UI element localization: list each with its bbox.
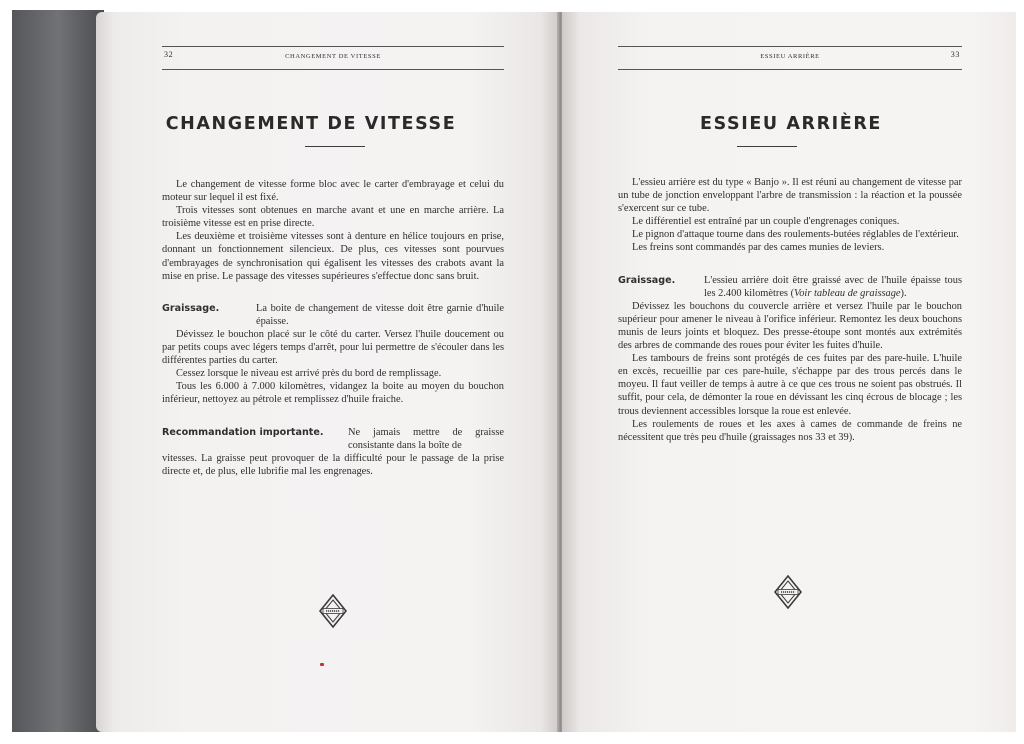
graissage-intro	[704, 274, 962, 300]
graissage-intro: La boite de changement de vitesse doit être garnie d'huile épaisse.	[256, 302, 504, 327]
paragraph: Le différentiel est entraîné par un couple d'engrenages coniques.	[632, 216, 900, 228]
recommandation-section	[162, 426, 504, 452]
scan-margin	[0, 0, 98, 744]
paragraph: Les deuxième et troisième vitesses sont à denture en hélice toujours en prise, donnant un fonctionnement silencieux. De plus, ces vitesses sont pourvues d'embrayages de synchronisation qui égalisent les vitesses des crabots avant la mise en prise. Le passage des vitesses supérieures s'effectue donc sans bruit.	[162, 231, 504, 282]
graissage-intro-end: ).	[900, 287, 907, 299]
paragraph: Dévissez les bouchons du couvercle arrière et versez l'huile par le bouchon supérieur pour amener le niveau à l'orifice inférieur. Remontez les deux bouchons munis de leurs joints et bloquez. Des presse-étoupe sont montés aux extrémités des arbres de commande des roues pour éviter les fuites d'huile.	[618, 300, 962, 352]
left-body	[162, 178, 504, 478]
right-running-title: ESSIEU ARRIÈRE	[760, 53, 820, 60]
paragraph: Le pignon d'attaque tourne dans des roulements-butées réglables de l'extérieur.	[632, 229, 959, 241]
left-title-rule	[305, 146, 365, 147]
scan-edge	[12, 10, 104, 732]
ink-spot	[320, 663, 324, 666]
right-chapter-title: ESSIEU ARRIÈRE	[700, 114, 882, 134]
graissage-heading: Graissage.	[162, 302, 220, 314]
graissage-section	[162, 302, 504, 328]
left-chapter-title: CHANGEMENT DE VITESSE	[165, 114, 457, 134]
right-body	[618, 176, 962, 444]
paragraph: vitesses. La graisse peut provoquer de la difficulté pour le passage de la prise directe et, de plus, elle lubrifie mal les engrenages.	[162, 452, 504, 477]
left-page-number: 32	[164, 50, 174, 59]
paragraph: Tous les 6.000 à 7.000 kilomètres, vidangez la boite au moyen du bouchon inférieur, nettoyez au pétrole et remplissez d'huile fraiche.	[162, 381, 504, 406]
paragraph: Le changement de vitesse forme bloc avec le carter d'embrayage et celui du moteur sur lequel il est fixé.	[162, 179, 504, 204]
left-running-head	[162, 46, 504, 70]
left-page	[96, 12, 559, 732]
graissage-intro-text: L'essieu arrière doit être graissé avec de l'huile épaisse tous les 2.400 kilomètres (	[704, 274, 962, 299]
open-book	[96, 12, 1016, 732]
right-page	[562, 12, 1016, 732]
right-title-rule	[737, 146, 797, 147]
paragraph: Dévissez le bouchon placé sur le côté du carter. Versez l'huile doucement ou par petits coups avec légers temps d'arrêt, pour lui permettre de s'écouler dans les différentes parties du carter.	[162, 328, 504, 367]
paragraph: Les roulements de roues et les axes à cames de commande de freins ne nécessitent que très peu d'huile (graissages nos 33 et 39).	[618, 418, 962, 443]
graissage-heading: Graissage.	[618, 274, 676, 286]
left-running-title: CHANGEMENT DE VITESSE	[285, 53, 381, 60]
recommandation-intro: Ne jamais mettre de graisse consistante dans la boîte de	[348, 426, 504, 451]
graissage-table-reference: Voir tableau de graissage	[794, 287, 901, 299]
paragraph: Cessez lorsque le niveau est arrivé près du bord de remplissage.	[176, 368, 442, 380]
paragraph: Les freins sont commandés par des cames munies de leviers.	[632, 242, 885, 254]
graissage-section	[618, 274, 962, 300]
renault-diamond-icon	[319, 594, 347, 628]
paragraph: Les tambours de freins sont protégés de ces fuites par des pare-huile. L'huile en excès, recueillie par ces pare-huile, s'échappe par des trous percés dans le moyeu. Il faut veiller de temps à autre à ce que ces trous ne soient pas obstrués. Il suffit, pour cela, de démonter la roue en dévissant les cinq écrous de blocage ; les trous deviennent accessibles lorsque la roue est enlevée.	[618, 353, 962, 417]
paragraph: Trois vitesses sont obtenues en marche avant et une en marche arrière. La troisième vitesse est en prise directe.	[162, 205, 504, 230]
renault-diamond-icon	[774, 575, 802, 609]
right-running-head	[618, 46, 962, 70]
paragraph: L'essieu arrière est du type « Banjo ». Il est réuni au changement de vitesse par un tube de jonction enveloppant l'arbre de transmission : la réaction et la poussée s'exercent sur ce tube.	[618, 177, 962, 215]
recommandation-heading: Recommandation importante.	[162, 426, 324, 438]
right-page-number: 33	[950, 50, 960, 59]
